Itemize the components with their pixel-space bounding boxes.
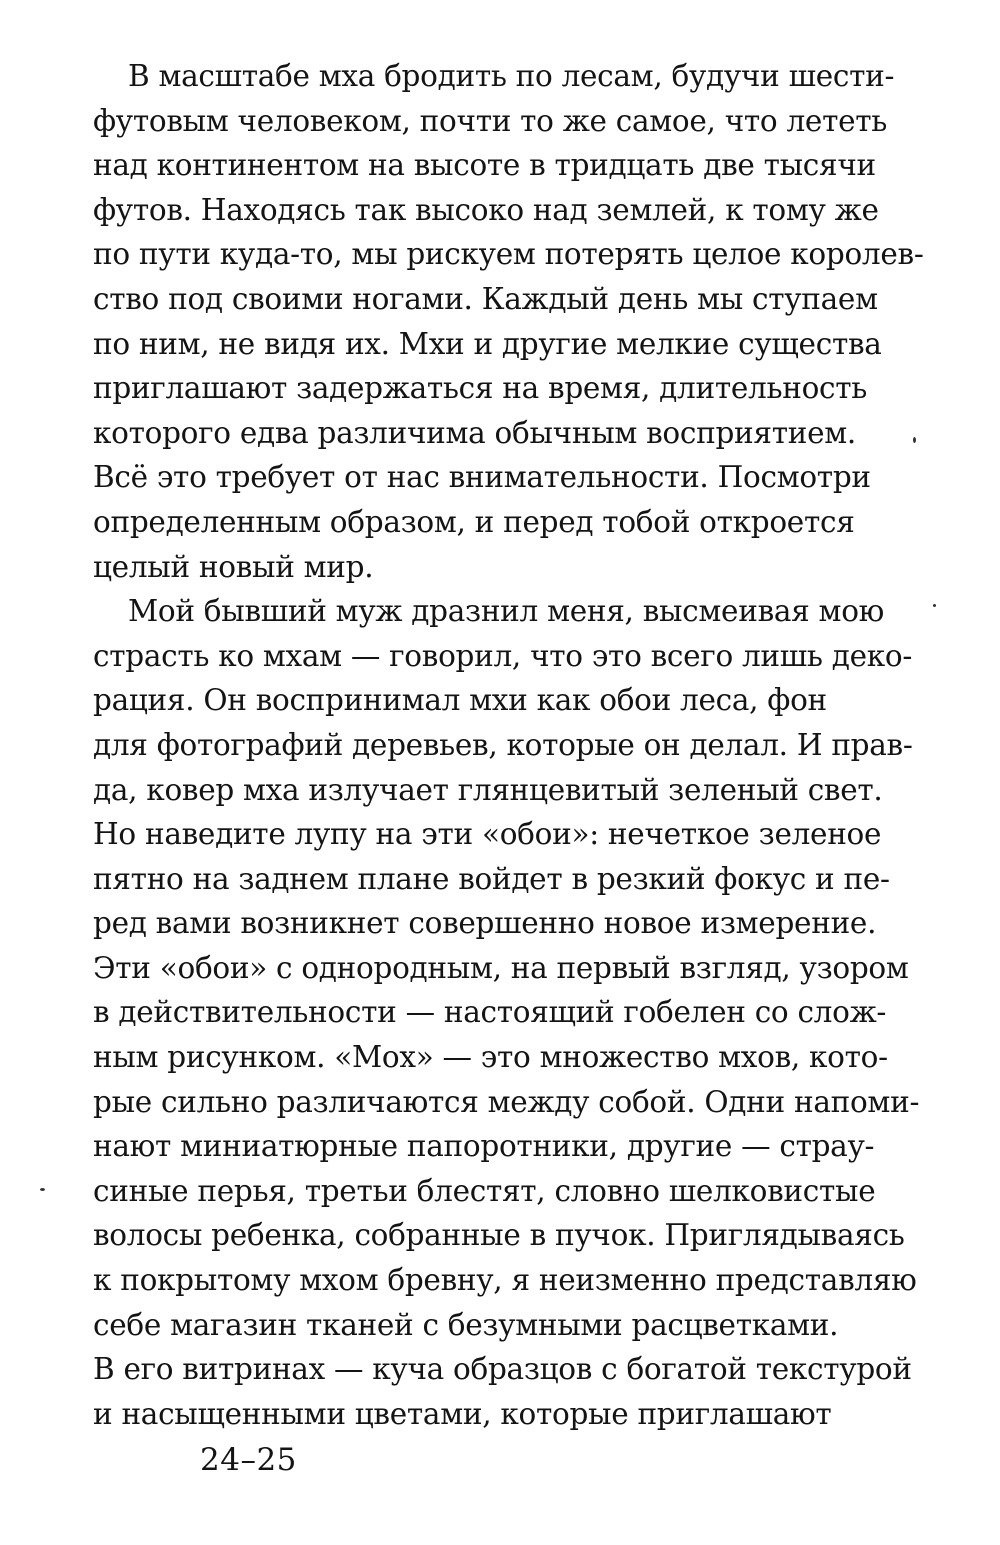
text-line: ред вами возникнет совершенно новое измерение. (93, 906, 877, 941)
body-text (93, 54, 923, 1436)
text-line: ным рисунком. «Мох» — это множество мхов, кото- (93, 1040, 888, 1075)
text-line: Мой бывший муж дразнил меня, высмеивая мою (128, 594, 885, 629)
text-line: Всё это требует от нас внимательности. Посмотри (93, 460, 871, 495)
text-line: В его витринах — куча образцов с богатой текстурой (93, 1352, 912, 1387)
scan-speck (40, 1188, 45, 1191)
text-line: над континентом на высоте в тридцать две тысячи (93, 148, 876, 183)
text-line: Но наведите лупу на эти «обои»: нечеткое зеленое (93, 817, 882, 852)
text-line: целый новый мир. (93, 549, 374, 584)
text-line: и насыщенными цветами, которые приглашают (93, 1396, 832, 1431)
text-line: волосы ребенка, собранные в пучок. Приглядываясь (93, 1218, 905, 1253)
text-line: рация. Он воспринимал мхи как обои леса, фон (93, 683, 827, 718)
text-line: в действительности — настоящий гобелен со слож- (93, 995, 887, 1030)
text-line: футовым человеком, почти то же самое, что лететь (93, 103, 888, 138)
text-line: Эти «обои» с однородным, на первый взгляд, узором (93, 950, 909, 985)
text-line: В масштабе мха бродить по лесам, будучи шести- (128, 59, 895, 93)
text-line: футов. Находясь так высоко над землей, к тому же (93, 192, 879, 227)
text-line: которого едва различима обычным восприятием. (93, 415, 856, 450)
text-line: рые сильно различаются между собой. Одни напоми- (93, 1084, 920, 1119)
text-line: приглашают задержаться на время, длительность (93, 371, 868, 406)
text-line: по ним, не видя их. Мхи и другие мелкие существа (93, 326, 882, 361)
text-line: нают миниатюрные папоротники, другие — страу- (93, 1129, 875, 1164)
text-line: себе магазин тканей с безумными расцветками. (93, 1307, 839, 1342)
text-line: по пути куда-то, мы рискуем потерять целое королев- (93, 237, 924, 272)
text-line: для фотографий деревьев, которые он делал. И прав- (93, 727, 913, 762)
scan-speck (913, 437, 916, 443)
text-line: синые перья, третьи блестят, словно шелковистые (93, 1173, 876, 1208)
text-line: пятно на заднем плане войдет в резкий фокус и пе- (93, 861, 890, 896)
text-line: определенным образом, и перед тобой откроется (93, 504, 855, 539)
page-number: 24–25 (200, 1442, 297, 1478)
text-line: ство под своими ногами. Каждый день мы ступаем (93, 281, 878, 316)
text-line: к покрытому мхом бревну, я неизменно представляю (93, 1263, 917, 1298)
text-line: страсть ко мхам — говорил, что это всего лишь деко- (93, 638, 913, 673)
scan-speck (933, 604, 936, 607)
text-line: да, ковер мха излучает глянцевитый зеленый свет. (93, 772, 883, 807)
